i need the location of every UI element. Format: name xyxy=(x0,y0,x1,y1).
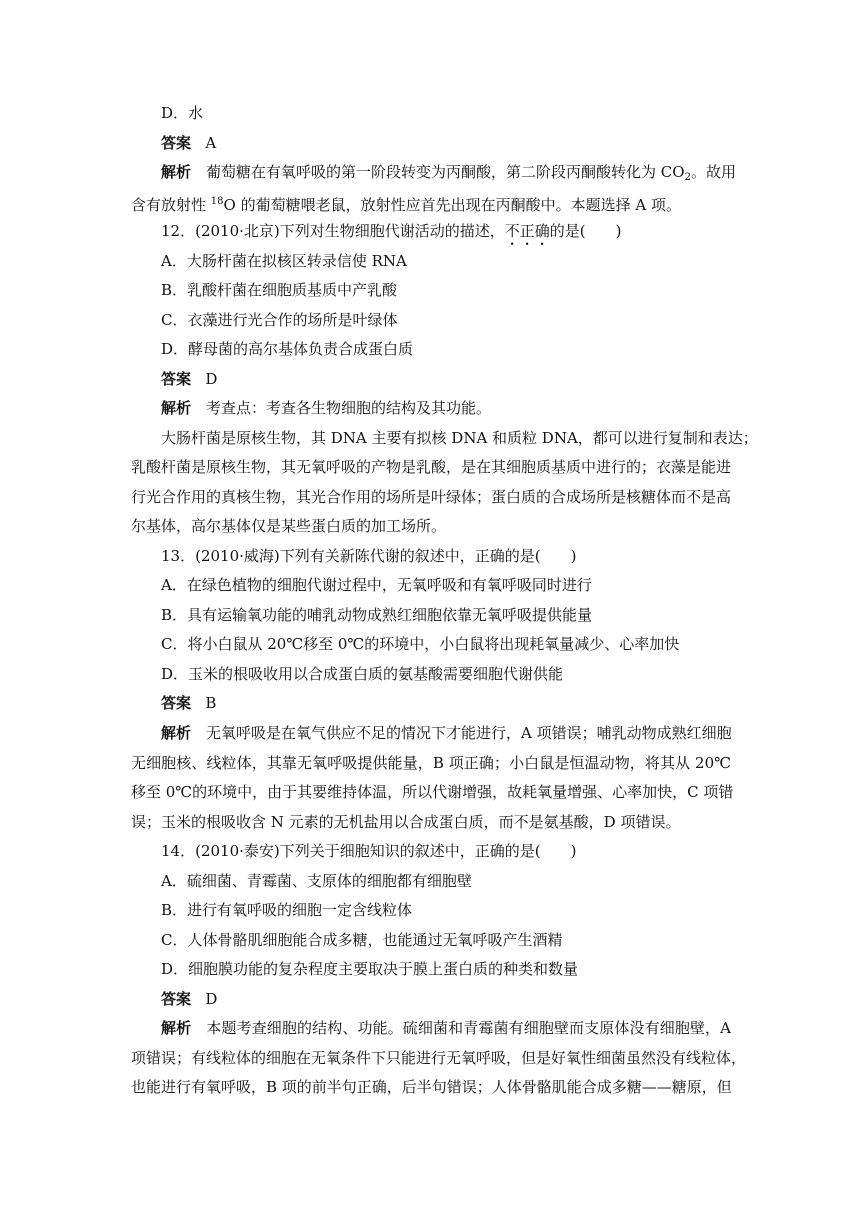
q13-option-a: A．在绿色植物的细胞代谢过程中，无氧呼吸和有氧呼吸同时进行 xyxy=(161,576,592,594)
analysis-13-line4: 误；玉米的根吸收含 N 元素的无机盐用以合成蛋白质，而不是氨基酸，D 项错误。 xyxy=(131,813,681,831)
option-d-prev: D．水 xyxy=(161,104,204,122)
analysis-12-p1: 大肠杆菌是原核生物，其 DNA 主要有拟核 DNA 和质粒 DNA，都可以进行复制和表达； xyxy=(161,429,758,447)
q14-option-b: B．进行有氧呼吸的细胞一定含线粒体 xyxy=(161,901,413,919)
analysis-label: 解析 xyxy=(161,724,192,742)
answer-label: 答案 xyxy=(161,694,192,712)
analysis-text: 考查点：考查各生物细胞的结构及其功能。 xyxy=(206,399,492,417)
subscript: 2 xyxy=(684,172,691,183)
analysis-label: 解析 xyxy=(161,399,192,417)
answer-value: B xyxy=(205,694,217,712)
analysis-13-line3: 移至 0℃的环境中，由于其要维持体温，所以代谢增强，故耗氧量增强、心率加快，C 项错 xyxy=(131,783,734,801)
q14-option-c: C．人体骨骼肌细胞能合成多糖，也能通过无氧呼吸产生酒精 xyxy=(161,931,563,949)
analysis-text: O 的葡萄糖喂老鼠，放射性应首先出现在丙酮酸中。本题选择 A 项。 xyxy=(223,196,681,214)
question-text: 的是( ) xyxy=(549,222,622,240)
analysis-11-line2 xyxy=(131,192,681,215)
answer-11 xyxy=(161,133,216,153)
q14-option-d: D．细胞膜功能的复杂程度主要取决于膜上蛋白质的种类和数量 xyxy=(161,960,579,978)
answer-value: D xyxy=(205,990,218,1008)
answer-value: D xyxy=(205,370,218,388)
q12-option-c: C．衣藻进行光合作的场所是叶绿体 xyxy=(161,311,398,329)
analysis-12-p2: 乳酸杆菌是原核生物，其无氧呼吸的产物是乳酸，是在其细胞质基质中进行的；衣藻是能进 xyxy=(131,458,732,476)
answer-13 xyxy=(161,693,216,713)
analysis-14-line3: 也能进行有氧呼吸，B 项的前半句正确，后半句错误；人体骨骼肌能合成多糖——糖原，但 xyxy=(131,1078,732,1096)
answer-label: 答案 xyxy=(161,990,192,1008)
superscript: 18 xyxy=(210,196,224,207)
analysis-13-line2: 无细胞核、线粒体，其靠无氧呼吸提供能量，B 项正确；小白鼠是恒温动物，将其从 20℃ xyxy=(131,754,731,772)
analysis-12-p3: 行光合作用的真核生物，其光合作用的场所是叶绿体；蛋白质的合成场所是核糖体而不是高 xyxy=(131,488,732,506)
answer-value: A xyxy=(205,134,217,152)
answer-label: 答案 xyxy=(161,370,192,388)
analysis-text: 无氧呼吸是在氧气供应不足的情况下才能进行，A 项错误；哺乳动物成熟红细胞 xyxy=(206,724,732,742)
question-text: 12．(2010·北京)下列对生物细胞代谢活动的描述， xyxy=(161,222,505,240)
analysis-label: 解析 xyxy=(161,163,192,181)
analysis-text: 。故用 xyxy=(690,163,736,181)
question-13: 13．(2010·威海)下列有关新陈代谢的叙述中，正确的是( ) xyxy=(161,547,577,565)
analysis-14-line1 xyxy=(161,1018,731,1038)
q13-option-d: D．玉米的根吸收用以合成蛋白质的氨基酸需要细胞代谢供能 xyxy=(161,665,564,683)
analysis-label: 解析 xyxy=(161,1019,192,1037)
analysis-11-line1 xyxy=(161,162,736,188)
answer-14 xyxy=(161,989,217,1009)
q12-option-d: D．酵母菌的高尔基体负责合成蛋白质 xyxy=(161,340,414,358)
analysis-text: 含有放射性 xyxy=(131,196,211,214)
analysis-14-line2: 项错误；有线粒体的细胞在无氧条件下只能进行无氧呼吸，但是好氧性细菌虽然没有线粒体， xyxy=(131,1049,747,1067)
analysis-13-line1 xyxy=(161,723,731,743)
q12-option-a: A．大肠杆菌在拟核区转录信使 RNA xyxy=(161,252,407,270)
analysis-12 xyxy=(161,398,491,418)
analysis-text: 葡萄糖在有氧呼吸的第一阶段转变为丙酮酸，第二阶段丙酮酸转化为 CO xyxy=(206,163,685,181)
q12-option-b: B．乳酸杆菌在细胞质基质中产乳酸 xyxy=(161,281,398,299)
q14-option-a: A．硫细菌、青霉菌、支原体的细胞都有细胞壁 xyxy=(161,872,472,890)
q13-option-c: C．将小白鼠从 20℃移至 0℃的环境中，小白鼠将出现耗氧量减少、心率加快 xyxy=(161,635,680,653)
analysis-text: 本题考查细胞的结构、功能。硫细菌和青霉菌有细胞壁而支原体没有细胞壁，A xyxy=(206,1019,731,1037)
question-12 xyxy=(161,221,621,249)
question-14: 14．(2010·泰安)下列关于细胞知识的叙述中，正确的是( ) xyxy=(161,842,577,860)
q13-option-b: B．具有运输氧功能的哺乳动物成熟红细胞依靠无氧呼吸提供能量 xyxy=(161,606,593,624)
answer-12 xyxy=(161,369,217,389)
analysis-12-p4: 尔基体，高尔基体仅是某些蛋白质的加工场所。 xyxy=(131,517,447,535)
answer-label: 答案 xyxy=(161,134,192,152)
emphasis-text: 不正确 xyxy=(504,222,550,240)
